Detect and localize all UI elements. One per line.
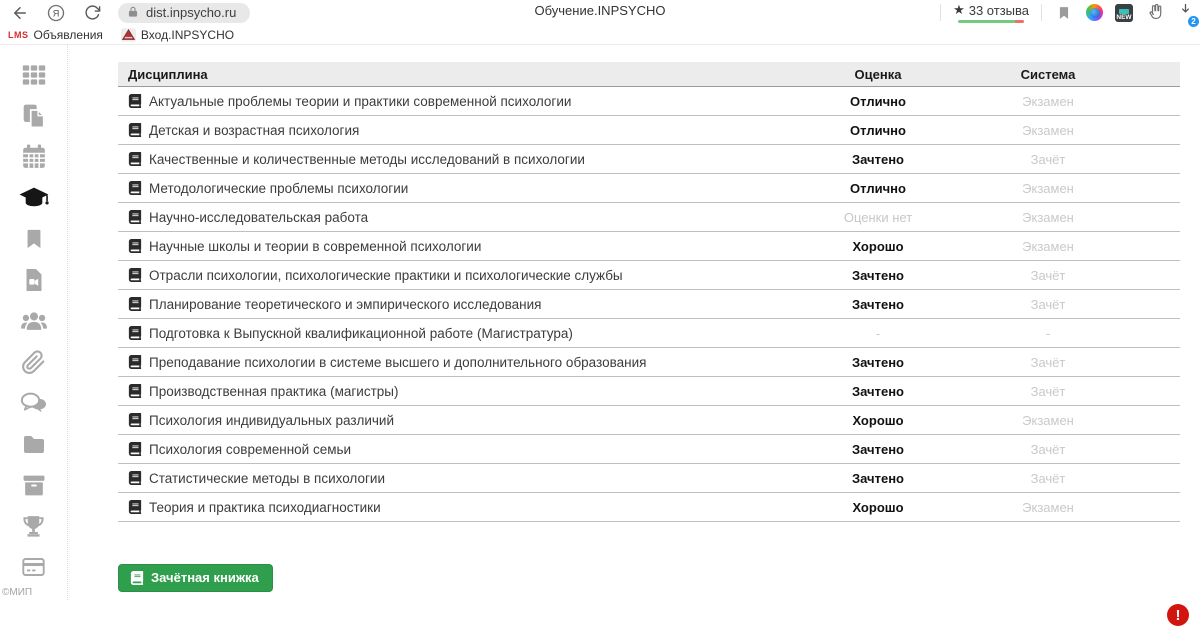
table-row[interactable]: [118, 203, 1180, 232]
header-grade: Оценка: [854, 66, 902, 82]
book-icon: [128, 500, 142, 514]
discipline-label: Планирование теоретического и эмпирического исследования: [149, 296, 542, 312]
copy-pages-icon: [21, 103, 47, 129]
color-circle-icon[interactable]: [1086, 4, 1103, 21]
copyright-label: ©МИП: [2, 587, 33, 598]
table-row[interactable]: [118, 319, 1180, 348]
lock-icon: [126, 5, 140, 19]
table-body: [118, 87, 1180, 522]
users-icon: [20, 309, 48, 333]
system-cell: Зачёт: [1030, 354, 1066, 370]
address-bar[interactable]: [118, 3, 250, 23]
grade-cell: Отлично: [850, 180, 906, 196]
table-row[interactable]: [118, 377, 1180, 406]
discipline-cell: [128, 326, 798, 341]
discipline-label: Методологические проблемы психологии: [149, 180, 409, 196]
system-cell: Экзамен: [1022, 209, 1074, 225]
table-row[interactable]: [118, 348, 1180, 377]
reviews-rating-bar: [958, 20, 1024, 23]
table-row[interactable]: [118, 174, 1180, 203]
sidebar-item-archive[interactable]: [19, 471, 49, 499]
archive-box-icon: [21, 473, 47, 498]
sidebar-item-calendar[interactable]: [19, 143, 49, 171]
system-cell: Экзамен: [1022, 499, 1074, 515]
system-cell: Экзамен: [1022, 180, 1074, 196]
trophy-icon: [21, 514, 46, 539]
new-badge-label: NEW: [1116, 13, 1132, 21]
sidebar-item-attachments[interactable]: [19, 348, 49, 376]
grade-cell: Зачтено: [852, 383, 904, 399]
grades-table: [118, 62, 1180, 522]
main-area: [68, 45, 1200, 600]
gradebook-button[interactable]: [118, 564, 273, 592]
book-icon: [128, 94, 142, 108]
discipline-cell: [128, 413, 798, 428]
discipline-label: Качественные и количественные методы исследований в психологии: [149, 151, 585, 167]
discipline-cell: [128, 355, 798, 370]
discipline-cell: [128, 442, 798, 457]
table-row[interactable]: [118, 261, 1180, 290]
svg-text:Я: Я: [52, 7, 60, 18]
sidebar-item-grid[interactable]: [19, 61, 49, 89]
system-cell: Экзамен: [1022, 238, 1074, 254]
paperclip-icon: [21, 350, 46, 375]
table-row[interactable]: [118, 87, 1180, 116]
page-content: [0, 45, 1200, 624]
system-cell: Зачёт: [1030, 441, 1066, 457]
table-row[interactable]: [118, 290, 1180, 319]
grade-cell: Оценки нет: [843, 209, 913, 225]
discipline-cell: [128, 94, 798, 109]
yandex-icon[interactable]: [46, 3, 66, 23]
header-system: Система: [1020, 66, 1076, 82]
new-badge-icon[interactable]: [1115, 4, 1133, 22]
book-icon: [128, 384, 142, 398]
system-cell: Зачёт: [1030, 470, 1066, 486]
sidebar-item-achievements[interactable]: [19, 512, 49, 540]
bookmark-icon: [23, 226, 45, 252]
book-icon: [128, 210, 142, 224]
reload-icon[interactable]: [82, 3, 102, 23]
video-file-icon: [22, 267, 46, 293]
discipline-cell: [128, 471, 798, 486]
calendar-icon: [21, 144, 47, 170]
sidebar-item-bookmarks[interactable]: [19, 225, 49, 253]
table-row[interactable]: [118, 232, 1180, 261]
system-cell: Экзамен: [1022, 93, 1074, 109]
system-cell: Экзамен: [1022, 122, 1074, 138]
download-count-badge: 2: [1188, 16, 1199, 27]
reviews-count: 33 отзыва: [968, 2, 1029, 18]
discipline-cell: [128, 297, 798, 312]
credit-card-icon: [20, 555, 47, 579]
table-row[interactable]: [118, 116, 1180, 145]
table-header: [118, 62, 1180, 87]
page-title: Обучение.INPSYCHO: [534, 3, 666, 18]
discipline-label: Преподавание психологии в системе высшего и дополнительного образования: [149, 354, 647, 370]
sidebar-item-video[interactable]: [19, 266, 49, 294]
book-icon: [128, 152, 142, 166]
folder-icon: [21, 432, 47, 456]
discipline-label: Теория и практика психодиагностики: [149, 499, 381, 515]
discipline-cell: [128, 181, 798, 196]
system-cell: Зачёт: [1030, 267, 1066, 283]
download-icon[interactable]: [1177, 2, 1194, 24]
lms-logo: LMS: [8, 29, 29, 40]
grade-cell: Зачтено: [852, 470, 904, 486]
url-text: dist.inpsycho.ru: [146, 4, 237, 20]
discipline-label: Актуальные проблемы теории и практики современной психологии: [149, 93, 572, 109]
discipline-label: Психология современной семьи: [149, 441, 352, 457]
header-discipline: Дисциплина: [128, 66, 208, 82]
toolbar-separator: [1041, 4, 1042, 21]
discipline-cell: [128, 210, 798, 225]
discipline-label: Детская и возрастная психология: [149, 122, 360, 138]
discipline-cell: [128, 500, 798, 515]
discipline-cell: [128, 384, 798, 399]
bookmark-login-inpsycho[interactable]: Вход.INPSYCHO: [121, 28, 234, 42]
book-icon: [128, 471, 142, 485]
book-icon: [128, 442, 142, 456]
grade-cell: Зачтено: [852, 296, 904, 312]
bookmark-announcements[interactable]: LMS Объявления: [8, 27, 103, 42]
star-icon: ★: [953, 2, 965, 17]
discipline-cell: [128, 268, 798, 283]
gradebook-button-label: Зачётная книжка: [151, 570, 259, 585]
table-row[interactable]: [118, 493, 1180, 522]
sidebar-item-payments[interactable]: [19, 553, 49, 581]
discipline-label: Статистические методы в психологии: [149, 470, 385, 486]
book-icon: [128, 355, 142, 369]
grade-cell: -: [875, 325, 881, 341]
discipline-cell: [128, 152, 798, 167]
discipline-label: Подготовка к Выпускной квалификационной работе (Магистратура): [149, 325, 573, 341]
system-cell: Зачёт: [1030, 296, 1066, 312]
sidebar: [0, 45, 68, 600]
chat-icon: [20, 391, 48, 415]
grade-cell: Хорошо: [852, 238, 904, 254]
discipline-cell: [128, 123, 798, 138]
table-row[interactable]: [118, 145, 1180, 174]
mip-pyramid-logo: [121, 28, 136, 42]
table-row[interactable]: [118, 464, 1180, 493]
grade-cell: Зачтено: [852, 151, 904, 167]
discipline-label: Производственная практика (магистры): [149, 383, 399, 399]
book-icon: [128, 413, 142, 427]
discipline-label: Научные школы и теории в современной психологии: [149, 238, 482, 254]
grade-cell: Отлично: [850, 122, 906, 138]
sidebar-item-users[interactable]: [19, 307, 49, 335]
back-icon[interactable]: [10, 3, 30, 23]
system-cell: -: [1045, 325, 1051, 341]
grade-cell: Отлично: [850, 93, 906, 109]
system-cell: Зачёт: [1030, 383, 1066, 399]
book-icon: [128, 123, 142, 137]
sidebar-item-files[interactable]: [19, 102, 49, 130]
bookmarks-bar: [0, 25, 1200, 45]
browser-toolbar: [0, 0, 1200, 25]
book-icon: [128, 326, 142, 340]
toolbar-separator: [940, 4, 941, 21]
grid-icon: [21, 63, 47, 87]
reviews-widget[interactable]: [953, 2, 1029, 23]
hand-icon[interactable]: [1145, 3, 1165, 23]
bookmark-flag-icon[interactable]: [1054, 3, 1074, 23]
table-row[interactable]: [118, 435, 1180, 464]
discipline-label: Отрасли психологии, психологические практики и психологические службы: [149, 267, 623, 283]
book-icon: [128, 239, 142, 253]
grade-cell: Хорошо: [852, 499, 904, 515]
sidebar-item-folders[interactable]: [19, 430, 49, 458]
grade-cell: Зачтено: [852, 267, 904, 283]
discipline-label: Научно-исследовательская работа: [149, 209, 369, 225]
discipline-label: Психология индивидуальных различий: [149, 412, 394, 428]
discipline-cell: [128, 239, 798, 254]
graduation-cap-icon: [19, 186, 49, 210]
book-icon: [130, 571, 144, 585]
table-row[interactable]: [118, 406, 1180, 435]
book-icon: [128, 297, 142, 311]
sidebar-item-messages[interactable]: [19, 389, 49, 417]
book-icon: [128, 268, 142, 282]
system-cell: Экзамен: [1022, 412, 1074, 428]
sidebar-item-education[interactable]: [19, 184, 49, 212]
system-cell: Зачёт: [1030, 151, 1066, 167]
book-icon: [128, 181, 142, 195]
grade-cell: Хорошо: [852, 412, 904, 428]
grade-cell: Зачтено: [852, 441, 904, 457]
alert-notification-icon[interactable]: !: [1167, 604, 1189, 626]
grade-cell: Зачтено: [852, 354, 904, 370]
